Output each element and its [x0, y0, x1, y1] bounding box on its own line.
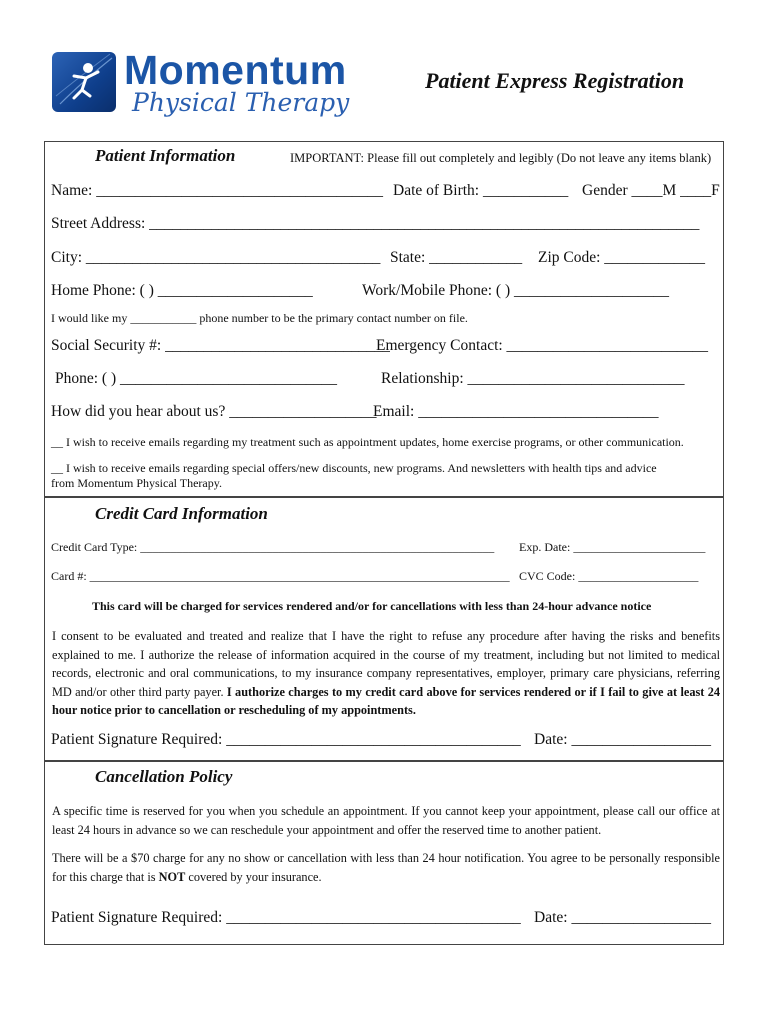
- cancellation-date-field[interactable]: Date: __________________: [534, 909, 711, 926]
- charge-notice: This card will be charged for services rendered and/or for cancellations with less than 24-hour advance notice: [92, 599, 652, 613]
- brand-logo: [50, 48, 380, 128]
- relationship-field[interactable]: Relationship: ____________________________: [381, 370, 685, 387]
- work-mobile-phone-field[interactable]: Work/Mobile Phone: ( ) ____________________: [362, 282, 670, 299]
- card-number-field[interactable]: Card #: ______________________________________________________________________: [51, 569, 510, 583]
- cancellation-paragraph-2: [52, 849, 720, 886]
- runner-logo-icon: [52, 52, 116, 112]
- primary-phone-preference[interactable]: I would like my ___________ phone number to be the primary contact number on file.: [51, 311, 468, 325]
- logo-subtitle: Physical Therapy: [132, 88, 350, 117]
- payment-signature-field[interactable]: Patient Signature Required: ______________________________________: [51, 731, 521, 748]
- payment-date-field[interactable]: Date: __________________: [534, 731, 711, 748]
- treatment-email-optin[interactable]: __ I wish to receive emails regarding my treatment such as appointment updates, home exercise programs, or other communication.: [51, 435, 684, 449]
- gender-field[interactable]: Gender ____M ____F: [582, 182, 720, 199]
- cancellation-policy-heading: Cancellation Policy: [95, 767, 233, 786]
- logo-wordmark: Momentum: [124, 47, 347, 93]
- date-of-birth-field[interactable]: Date of Birth: ___________: [393, 182, 569, 199]
- city-field[interactable]: City: ______________________________________: [51, 249, 381, 266]
- document-title: Patient Express Registration: [425, 68, 685, 93]
- not-emphasis: NOT: [158, 869, 186, 884]
- referral-source-field[interactable]: How did you hear about us? ___________________: [51, 403, 377, 420]
- cancellation-paragraph-1: A specific time is reserved for you when you schedule an appointment. If you cannot keep your appointment, please call our office at least 24 hours in advance so we can reschedule your appointment and offer the reserved time to another patient.: [52, 804, 720, 837]
- important-notice: IMPORTANT: Please fill out completely and legibly (Do not leave any items blank): [290, 151, 712, 165]
- street-address-field[interactable]: Street Address: _______________________________________________________________________: [51, 215, 700, 232]
- home-phone-field[interactable]: Home Phone: ( ) ____________________: [51, 282, 313, 299]
- state-field[interactable]: State: ____________: [390, 249, 523, 266]
- expiration-date-field[interactable]: Exp. Date: ______________________: [519, 540, 706, 554]
- emergency-contact-field[interactable]: Emergency Contact: __________________________: [376, 337, 709, 354]
- consent-authorization: I authorize charges to my credit card above for services rendered or if I fail to give at least 24 hour notice prior to cancellation or rescheduling of my appointments.: [52, 684, 721, 717]
- consent-paragraph: [52, 627, 720, 720]
- consent-text: I consent to be evaluated and treated and realize that I have the right to refuse any procedure after having the risks and benefits explained to me. I authorize the release of information acquired in the course of my treatment, including but not limited to medical records, electronic and oral communications, to my insurance company representatives, employer, primary care physicians, referring MD and/or other third party payer.: [52, 629, 720, 699]
- name-field[interactable]: Name: _____________________________________: [51, 182, 383, 199]
- marketing-email-optin[interactable]: __ I wish to receive emails regarding special offers/new discounts, new programs. And newsletters with health tips and advice: [51, 461, 657, 475]
- email-field[interactable]: Email: _______________________________: [373, 403, 659, 420]
- cvc-code-field[interactable]: CVC Code: ____________________: [519, 569, 699, 583]
- cancellation-charge-text-end: covered by your insurance.: [185, 869, 322, 884]
- credit-card-heading: Credit Card Information: [95, 504, 268, 523]
- cancellation-signature-field[interactable]: Patient Signature Required: ______________________________________: [51, 909, 521, 926]
- emergency-phone-field[interactable]: Phone: ( ) ____________________________: [55, 370, 338, 387]
- social-security-field[interactable]: Social Security #: _____________________________: [51, 337, 390, 354]
- patient-information-heading: Patient Information: [95, 146, 236, 165]
- cancellation-charge-text: There will be a $70 charge for any no show or cancellation with less than 24 hour notification. You agree to be personally responsible for this charge that is: [52, 851, 720, 884]
- zip-code-field[interactable]: Zip Code: _____________: [538, 249, 706, 266]
- marketing-email-optin-cont: from Momentum Physical Therapy.: [51, 476, 222, 490]
- card-type-field[interactable]: Credit Card Type: ___________________________________________________________: [51, 540, 495, 554]
